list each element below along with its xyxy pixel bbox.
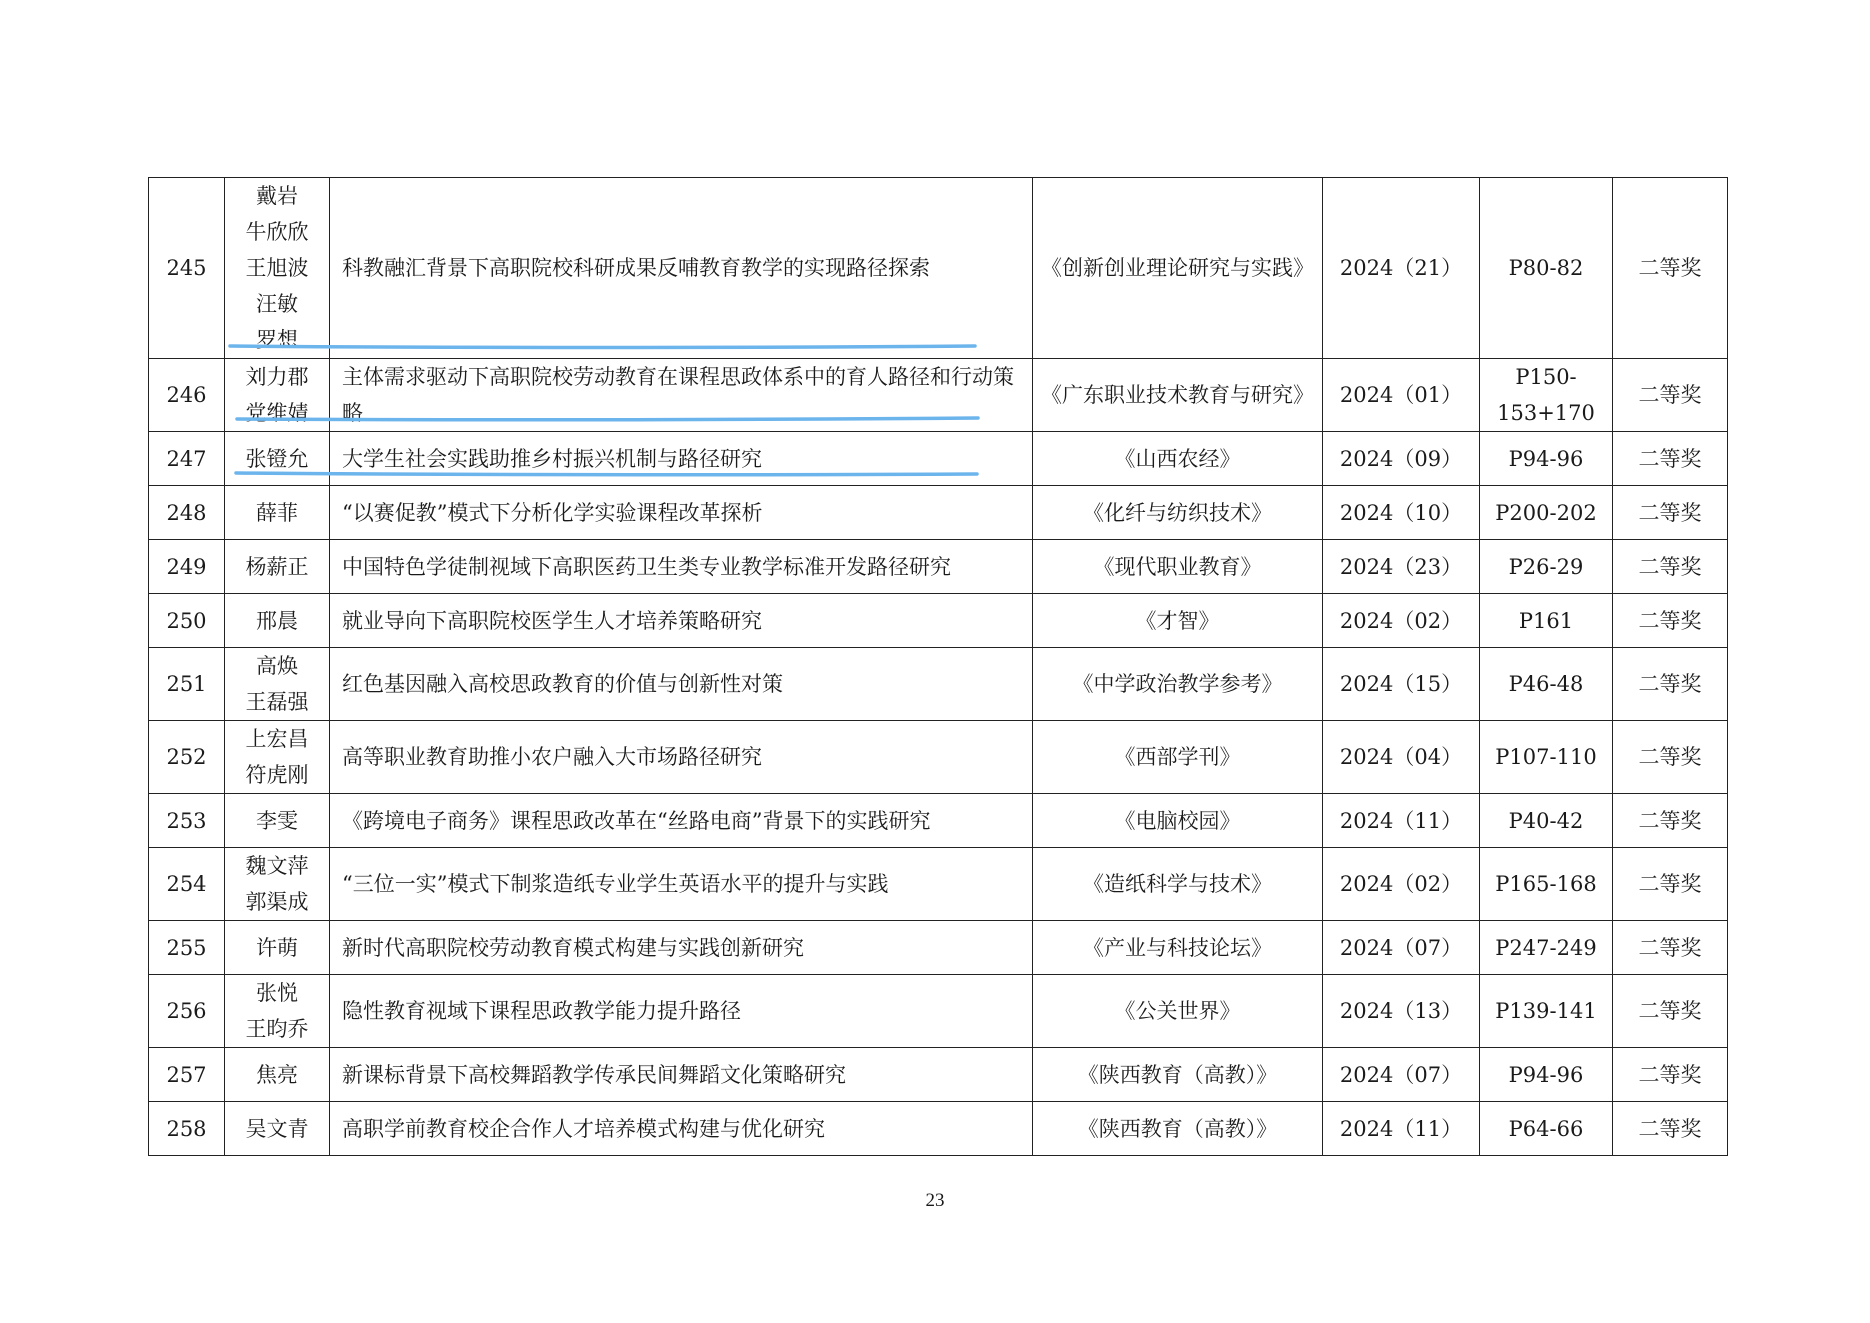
cell-award: 二等奖 — [1613, 721, 1728, 794]
cell-number: 254 — [149, 848, 225, 921]
table-row — [149, 540, 1728, 594]
awards-table — [148, 177, 1728, 1156]
cell-paper-title: 《跨境电子商务》课程思政改革在“丝路电商”背景下的实践研究 — [330, 794, 1033, 848]
cell-number: 251 — [149, 648, 225, 721]
cell-pages: P150-153+170 — [1480, 359, 1613, 432]
table-row — [149, 178, 1728, 359]
cell-journal: 《公关世界》 — [1033, 975, 1323, 1048]
table-row — [149, 921, 1728, 975]
cell-number: 252 — [149, 721, 225, 794]
table-row — [149, 648, 1728, 721]
cell-award: 二等奖 — [1613, 432, 1728, 486]
cell-paper-title: 主体需求驱动下高职院校劳动教育在课程思政体系中的育人路径和行动策略 — [330, 359, 1033, 432]
cell-authors — [225, 178, 330, 359]
cell-issue: 2024（09） — [1323, 432, 1480, 486]
cell-award: 二等奖 — [1613, 1102, 1728, 1156]
cell-paper-title: 中国特色学徒制视域下高职医药卫生类专业教学标准开发路径研究 — [330, 540, 1033, 594]
cell-journal: 《西部学刊》 — [1033, 721, 1323, 794]
cell-pages: P161 — [1480, 594, 1613, 648]
cell-pages: P40-42 — [1480, 794, 1613, 848]
cell-award: 二等奖 — [1613, 540, 1728, 594]
author-name: 党维婧 — [245, 401, 309, 425]
cell-pages: P26-29 — [1480, 540, 1613, 594]
cell-award: 二等奖 — [1613, 178, 1728, 359]
cell-paper-title: 红色基因融入高校思政教育的价值与创新性对策 — [330, 648, 1033, 721]
cell-issue: 2024（07） — [1323, 1048, 1480, 1102]
cell-award: 二等奖 — [1613, 794, 1728, 848]
cell-issue: 2024（11） — [1323, 1102, 1480, 1156]
cell-number: 258 — [149, 1102, 225, 1156]
table-row — [149, 1048, 1728, 1102]
cell-number: 249 — [149, 540, 225, 594]
cell-authors — [225, 1048, 330, 1102]
author-name: 李雯 — [256, 808, 298, 833]
cell-paper-title: 新课标背景下高校舞蹈教学传承民间舞蹈文化策略研究 — [330, 1048, 1033, 1102]
cell-authors — [225, 432, 330, 486]
cell-issue: 2024（23） — [1323, 540, 1480, 594]
cell-paper-title: 就业导向下高职院校医学生人才培养策略研究 — [330, 594, 1033, 648]
cell-issue: 2024（01） — [1323, 359, 1480, 432]
table-row — [149, 594, 1728, 648]
cell-issue: 2024（13） — [1323, 975, 1480, 1048]
cell-authors — [225, 921, 330, 975]
cell-number: 245 — [149, 178, 225, 359]
cell-pages: P94-96 — [1480, 1048, 1613, 1102]
cell-number: 250 — [149, 594, 225, 648]
cell-authors — [225, 540, 330, 594]
cell-authors — [225, 848, 330, 921]
author-name: 王磊强 — [245, 690, 309, 714]
author-name: 符虎刚 — [245, 763, 309, 787]
cell-pages: P64-66 — [1480, 1102, 1613, 1156]
cell-authors — [225, 721, 330, 794]
cell-journal: 《现代职业教育》 — [1033, 540, 1323, 594]
cell-number: 255 — [149, 921, 225, 975]
author-name: 上宏昌 — [245, 727, 309, 751]
table-row — [149, 432, 1728, 486]
cell-journal: 《造纸科学与技术》 — [1033, 848, 1323, 921]
author-name: 薛菲 — [256, 500, 298, 525]
author-name: 吴文青 — [245, 1116, 309, 1141]
cell-issue: 2024（15） — [1323, 648, 1480, 721]
cell-journal: 《化纤与纺织技术》 — [1033, 486, 1323, 540]
cell-authors — [225, 359, 330, 432]
table-row — [149, 975, 1728, 1048]
cell-issue: 2024（04） — [1323, 721, 1480, 794]
cell-authors — [225, 975, 330, 1048]
table-row — [149, 486, 1728, 540]
cell-issue: 2024（07） — [1323, 921, 1480, 975]
cell-paper-title: 隐性教育视域下课程思政教学能力提升路径 — [330, 975, 1033, 1048]
author-name: 杨薪正 — [245, 554, 309, 579]
cell-journal: 《电脑校园》 — [1033, 794, 1323, 848]
cell-number: 257 — [149, 1048, 225, 1102]
cell-issue: 2024（10） — [1323, 486, 1480, 540]
cell-pages: P165-168 — [1480, 848, 1613, 921]
cell-award: 二等奖 — [1613, 921, 1728, 975]
cell-journal: 《才智》 — [1033, 594, 1323, 648]
cell-award: 二等奖 — [1613, 486, 1728, 540]
table-row — [149, 848, 1728, 921]
author-name: 罗想 — [256, 328, 298, 352]
cell-pages: P94-96 — [1480, 432, 1613, 486]
cell-paper-title: 科教融汇背景下高职院校科研成果反哺教育教学的实现路径探索 — [330, 178, 1033, 359]
cell-number: 256 — [149, 975, 225, 1048]
cell-journal: 《中学政治教学参考》 — [1033, 648, 1323, 721]
table-row — [149, 1102, 1728, 1156]
table-row — [149, 721, 1728, 794]
cell-award: 二等奖 — [1613, 648, 1728, 721]
cell-award: 二等奖 — [1613, 848, 1728, 921]
cell-journal: 《创新创业理论研究与实践》 — [1033, 178, 1323, 359]
author-name: 郭渠成 — [245, 890, 309, 914]
author-name: 魏文萍 — [245, 854, 309, 878]
cell-paper-title: 高职学前教育校企合作人才培养模式构建与优化研究 — [330, 1102, 1033, 1156]
cell-paper-title: 高等职业教育助推小农户融入大市场路径研究 — [330, 721, 1033, 794]
cell-issue: 2024（11） — [1323, 794, 1480, 848]
cell-paper-title: 大学生社会实践助推乡村振兴机制与路径研究 — [330, 432, 1033, 486]
cell-paper-title: “三位一实”模式下制浆造纸专业学生英语水平的提升与实践 — [330, 848, 1033, 921]
author-name: 牛欣欣 — [245, 220, 309, 244]
table-row — [149, 794, 1728, 848]
cell-journal: 《山西农经》 — [1033, 432, 1323, 486]
cell-paper-title: 新时代高职院校劳动教育模式构建与实践创新研究 — [330, 921, 1033, 975]
author-name: 邢晨 — [256, 608, 298, 633]
cell-award: 二等奖 — [1613, 359, 1728, 432]
cell-paper-title: “以赛促教”模式下分析化学实验课程改革探析 — [330, 486, 1033, 540]
cell-pages: P139-141 — [1480, 975, 1613, 1048]
cell-journal: 《广东职业技术教育与研究》 — [1033, 359, 1323, 432]
author-name: 王昀乔 — [245, 1017, 309, 1041]
cell-number: 248 — [149, 486, 225, 540]
cell-authors — [225, 486, 330, 540]
table-row — [149, 359, 1728, 432]
cell-award: 二等奖 — [1613, 1048, 1728, 1102]
page-number: 23 — [925, 1190, 945, 1211]
cell-award: 二等奖 — [1613, 594, 1728, 648]
cell-number: 247 — [149, 432, 225, 486]
author-name: 张镫允 — [245, 446, 309, 471]
cell-issue: 2024（21） — [1323, 178, 1480, 359]
cell-journal: 《陕西教育（高教）》 — [1033, 1048, 1323, 1102]
cell-authors — [225, 1102, 330, 1156]
author-name: 汪敏 — [256, 292, 298, 316]
cell-issue: 2024（02） — [1323, 594, 1480, 648]
cell-authors — [225, 594, 330, 648]
cell-award: 二等奖 — [1613, 975, 1728, 1048]
author-name: 高焕 — [256, 654, 298, 678]
author-name: 戴岩 — [256, 184, 298, 208]
cell-pages: P46-48 — [1480, 648, 1613, 721]
author-name: 王旭波 — [245, 256, 309, 280]
cell-issue: 2024（02） — [1323, 848, 1480, 921]
author-name: 刘力郡 — [245, 365, 309, 389]
cell-number: 246 — [149, 359, 225, 432]
cell-journal: 《陕西教育（高教）》 — [1033, 1102, 1323, 1156]
author-name: 张悦 — [256, 981, 298, 1005]
cell-pages: P107-110 — [1480, 721, 1613, 794]
cell-pages: P80-82 — [1480, 178, 1613, 359]
cell-pages: P247-249 — [1480, 921, 1613, 975]
cell-journal: 《产业与科技论坛》 — [1033, 921, 1323, 975]
cell-pages: P200-202 — [1480, 486, 1613, 540]
author-name: 焦亮 — [256, 1062, 298, 1087]
cell-authors — [225, 794, 330, 848]
author-name: 许萌 — [256, 935, 298, 960]
cell-authors — [225, 648, 330, 721]
cell-number: 253 — [149, 794, 225, 848]
